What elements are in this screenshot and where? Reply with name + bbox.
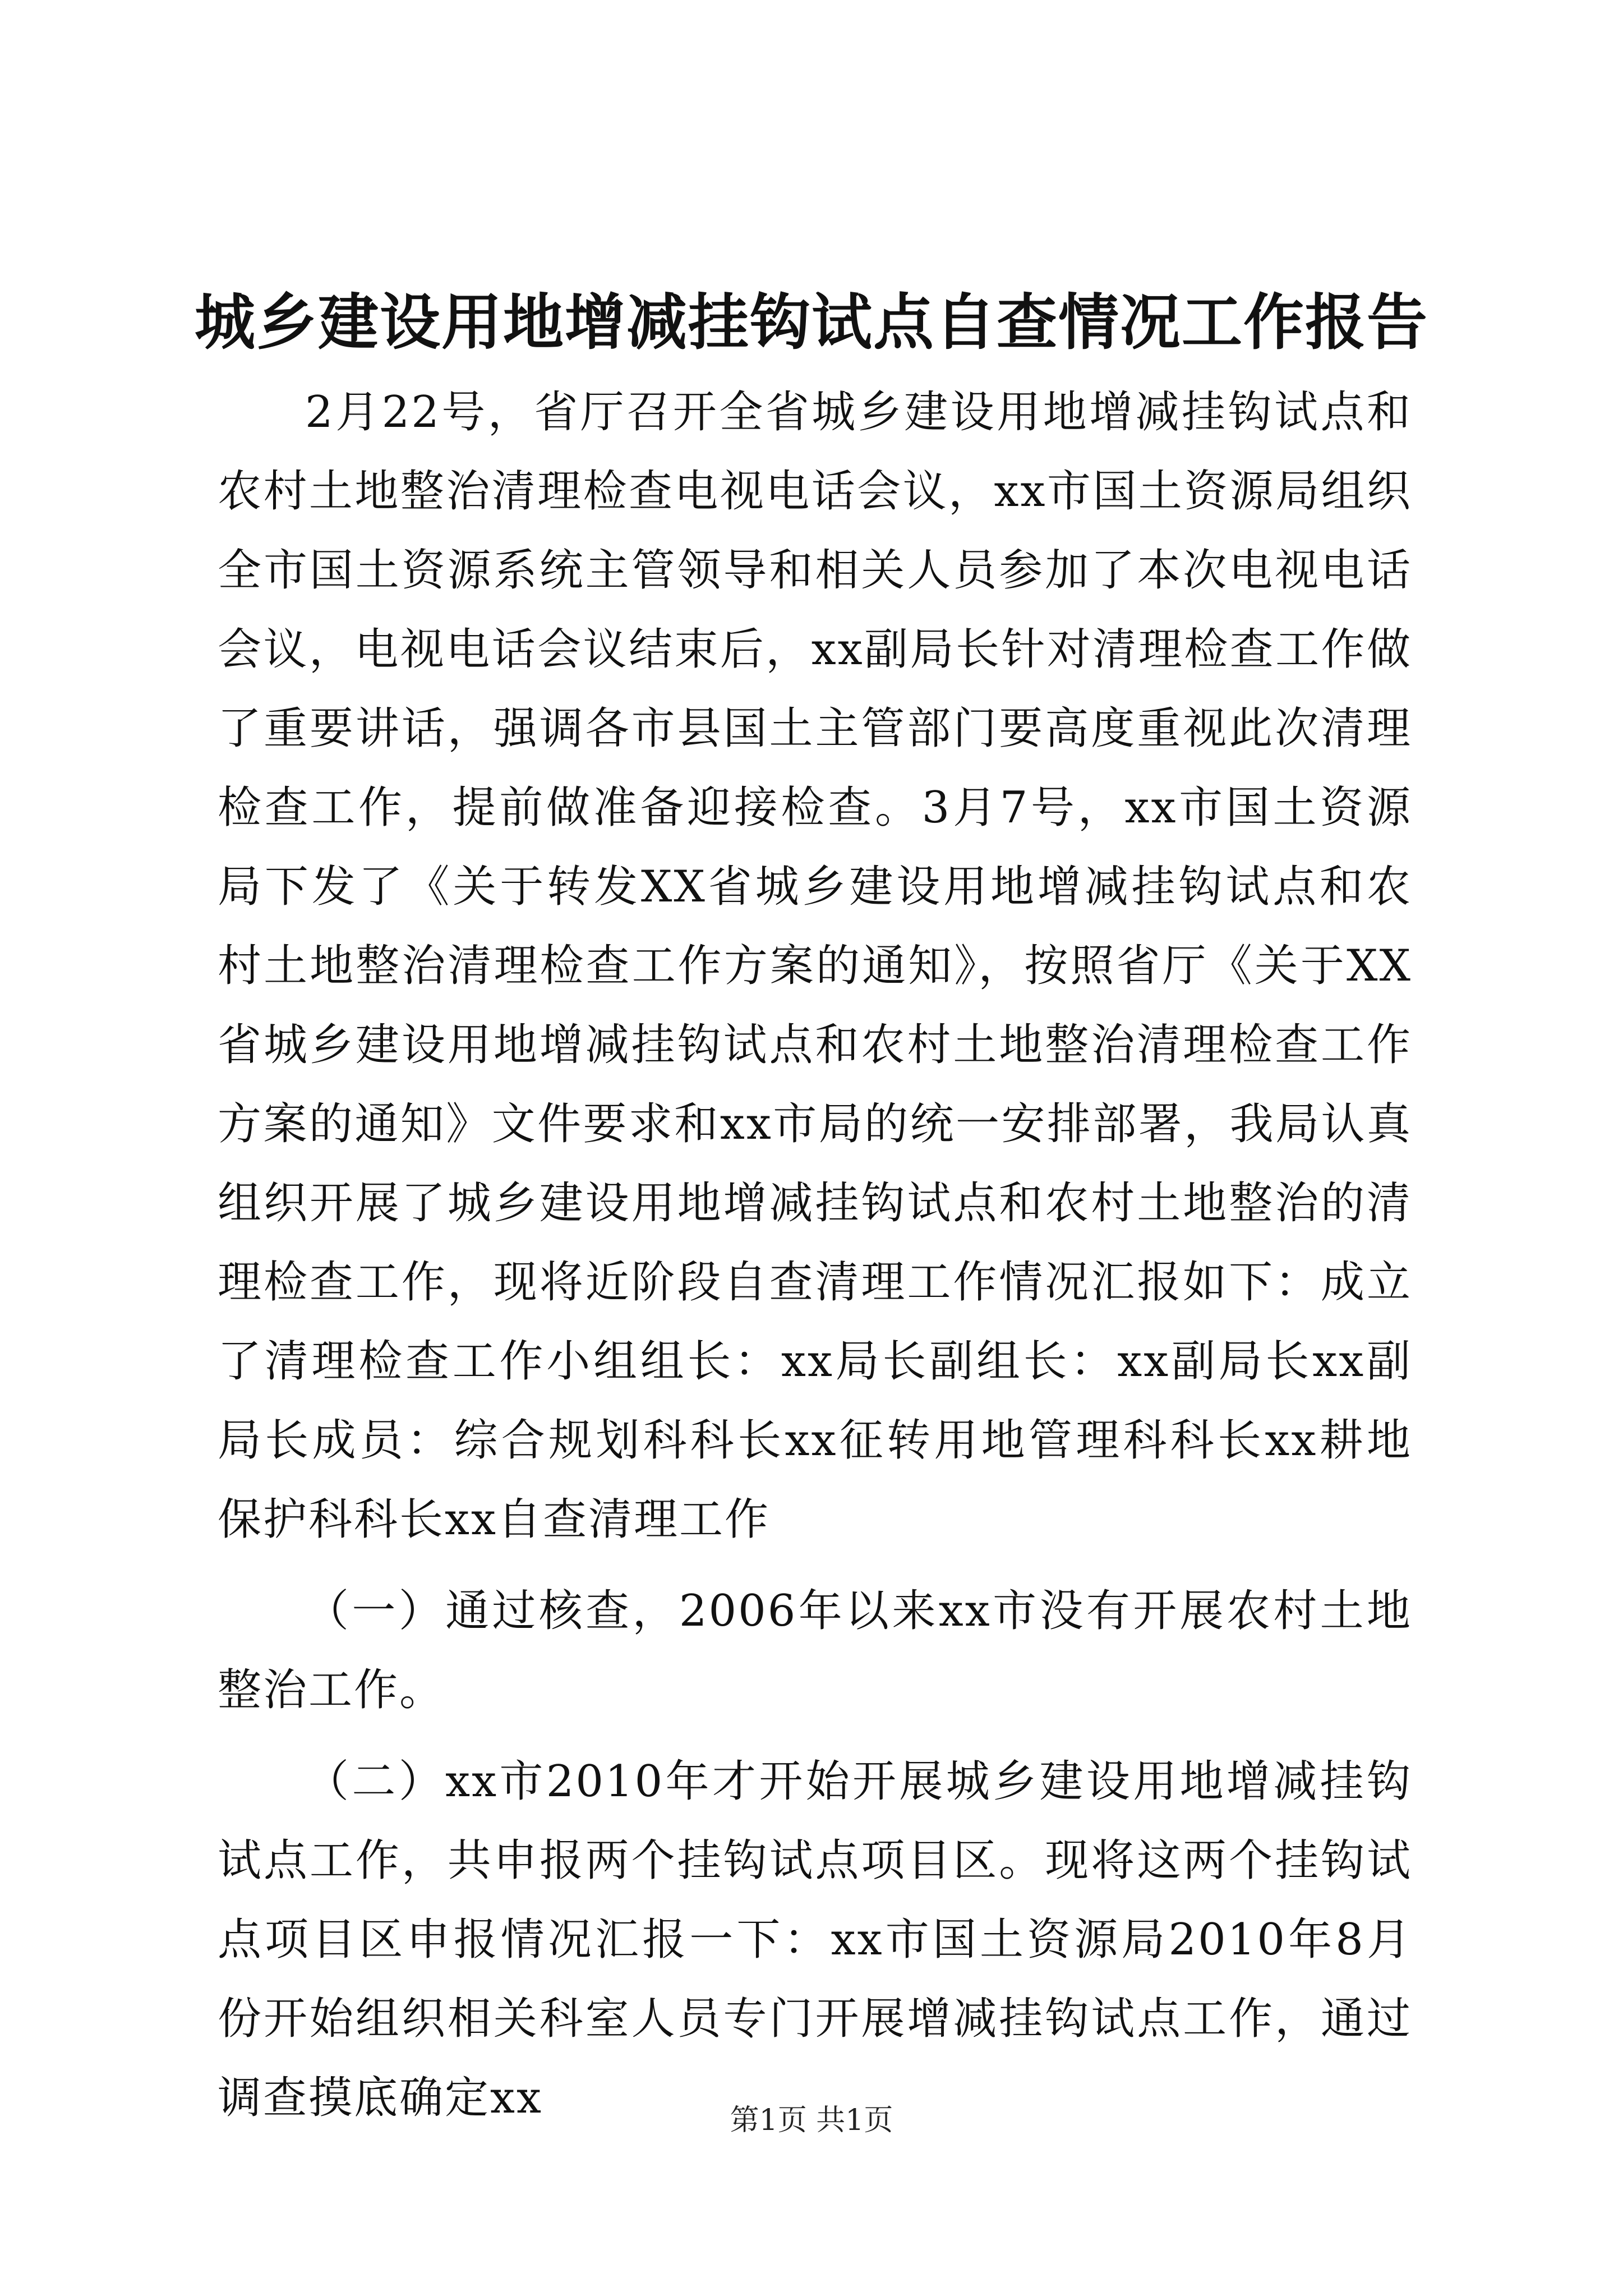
paragraph-intro: 2月22号，省厅召开全省城乡建设用地增减挂钩试点和农村土地整治清理检查电视电话会议，xx市国土资源局组织全市国土资源系统主管领导和相关人员参加了本次电视电话会议，电视电话会议结束后，xx副局长针对清理检查工作做了重要讲话，强调各市县国土主管部门要高度重视此次清理检查工作，提前做准备迎接检查。3月7号，xx市国土资源局下发了《关于转发XX省城乡建设用地增减挂钩试点和农村土地整治清理检查工作方案的通知》，按照省厅《关于XX省城乡建设用地增减挂钩试点和农村土地整治清理检查工作方案的通知》文件要求和xx市局的统一安排部署，我局认真组织开展了城乡建设用地增减挂钩试点和农村土地整治的清理检查工作，现将近阶段自查清理工作情况汇报如下：成立了清理检查工作小组组长：xx局长副组长：xx副局长xx副局长成员：综合规划科科长xx征转用地管理科科长xx耕地保护科科长xx自查清理工作: [218, 387, 1412, 1545]
document-body: [218, 373, 1412, 2150]
paragraph-item-2: （二）xx市2010年才开始开展城乡建设用地增减挂钩试点工作，共申报两个挂钩试点项目区。现将这两个挂钩试点项目区申报情况汇报一下：xx市国土资源局2010年8月份开始组织相关科室人员专门开展增减挂钩试点工作，通过调查摸底确定xx: [218, 1756, 1412, 2123]
paragraph-item-1: （一）通过核查，2006年以来xx市没有开展农村土地整治工作。: [218, 1586, 1412, 1715]
page-footer: 第1页 共1页: [730, 2104, 893, 2137]
document-title: 城乡建设用地增减挂钩试点自查情况工作报告: [194, 287, 1428, 358]
